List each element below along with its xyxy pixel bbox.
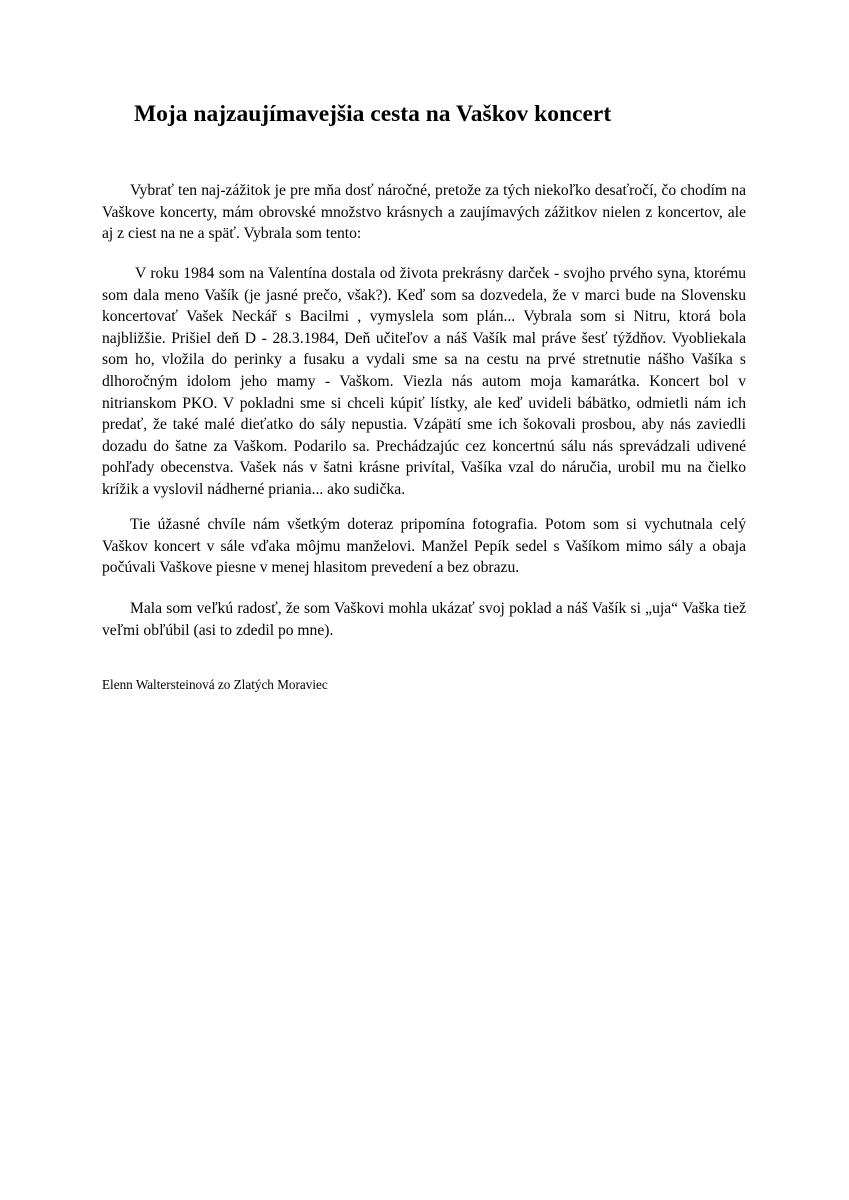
author-signature: Elenn Waltersteinová zo Zlatých Moraviec [102, 677, 328, 692]
paragraph-closing: Mala som veľkú radosť, že som Vaškovi mohla ukázať svoj poklad a náš Vašík si „uja“ Vaška tiež veľmi obľúbil (asi to zdedil po mne). [102, 600, 746, 639]
paragraph-intro: Vybrať ten naj-zážitok je pre mňa dosť náročné, pretože za tých niekoľko desaťročí, čo chodím na Vaškove koncerty, mám obrovské množstvo krásnych a zaujímavých zážitkov nielen z koncertov, ale aj z ciest na ne a späť. Vybrala som tento: [102, 182, 746, 243]
paragraph-photo: Tie úžasné chvíle nám všetkým doteraz pripomína fotografia. Potom som si vychutnala celý Vaškov koncert v sále vďaka môjmu manželovi. Manžel Pepík sedel s Vašíkom mimo sály a obaja počúvali Vaškove piesne v menej hlasitom prevedení a bez obrazu. [102, 516, 746, 577]
page-title: Moja najzaujímavejšia cesta na Vaškov koncert [134, 101, 612, 127]
paragraph-story: V roku 1984 som na Valentína dostala od života prekrásny darček - svojho prvého syna, ktorému som dala meno Vašík (je jasné prečo, však?). Keď som sa dozvedela, že v marci bude na Slovensku koncertovať Vašek Neckář s Bacilmi , vymyslela som plán... Vybrala som si Nitru, ktorá bola najbližšie. Prišiel deň D - 28.3.1984, Deň učiteľov a náš Vašík mal práve šesť týždňov. Vyobliekala som ho, vložila do perinky a fusaku a vydali sme sa na cestu na prvé stretnutie nášho Vašíka s dlhoročným idolom jeho mamy - Vaškom. Viezla nás autom moja kamarátka. Koncert bol v nitrianskom PKO. V pokladni sme si chceli kúpiť lístky, ale keď uvideli bábätko, odmietli nám ich predať, že také malé dieťatko do sály nepustia. Vzápätí sme ich šokovali prosbou, aby nás zaviedli dozadu do šatne za Vaškom. Podarilo sa. Prechádzajúc cez koncertnú sálu nás sprevádzali udivené pohľady obecenstva. Vašek nás v šatni krásne privítal, Vašíka vzal do náručia, urobil mu na čielko krížik a vyslovil nádherné priania... ako sudička. [102, 265, 746, 498]
